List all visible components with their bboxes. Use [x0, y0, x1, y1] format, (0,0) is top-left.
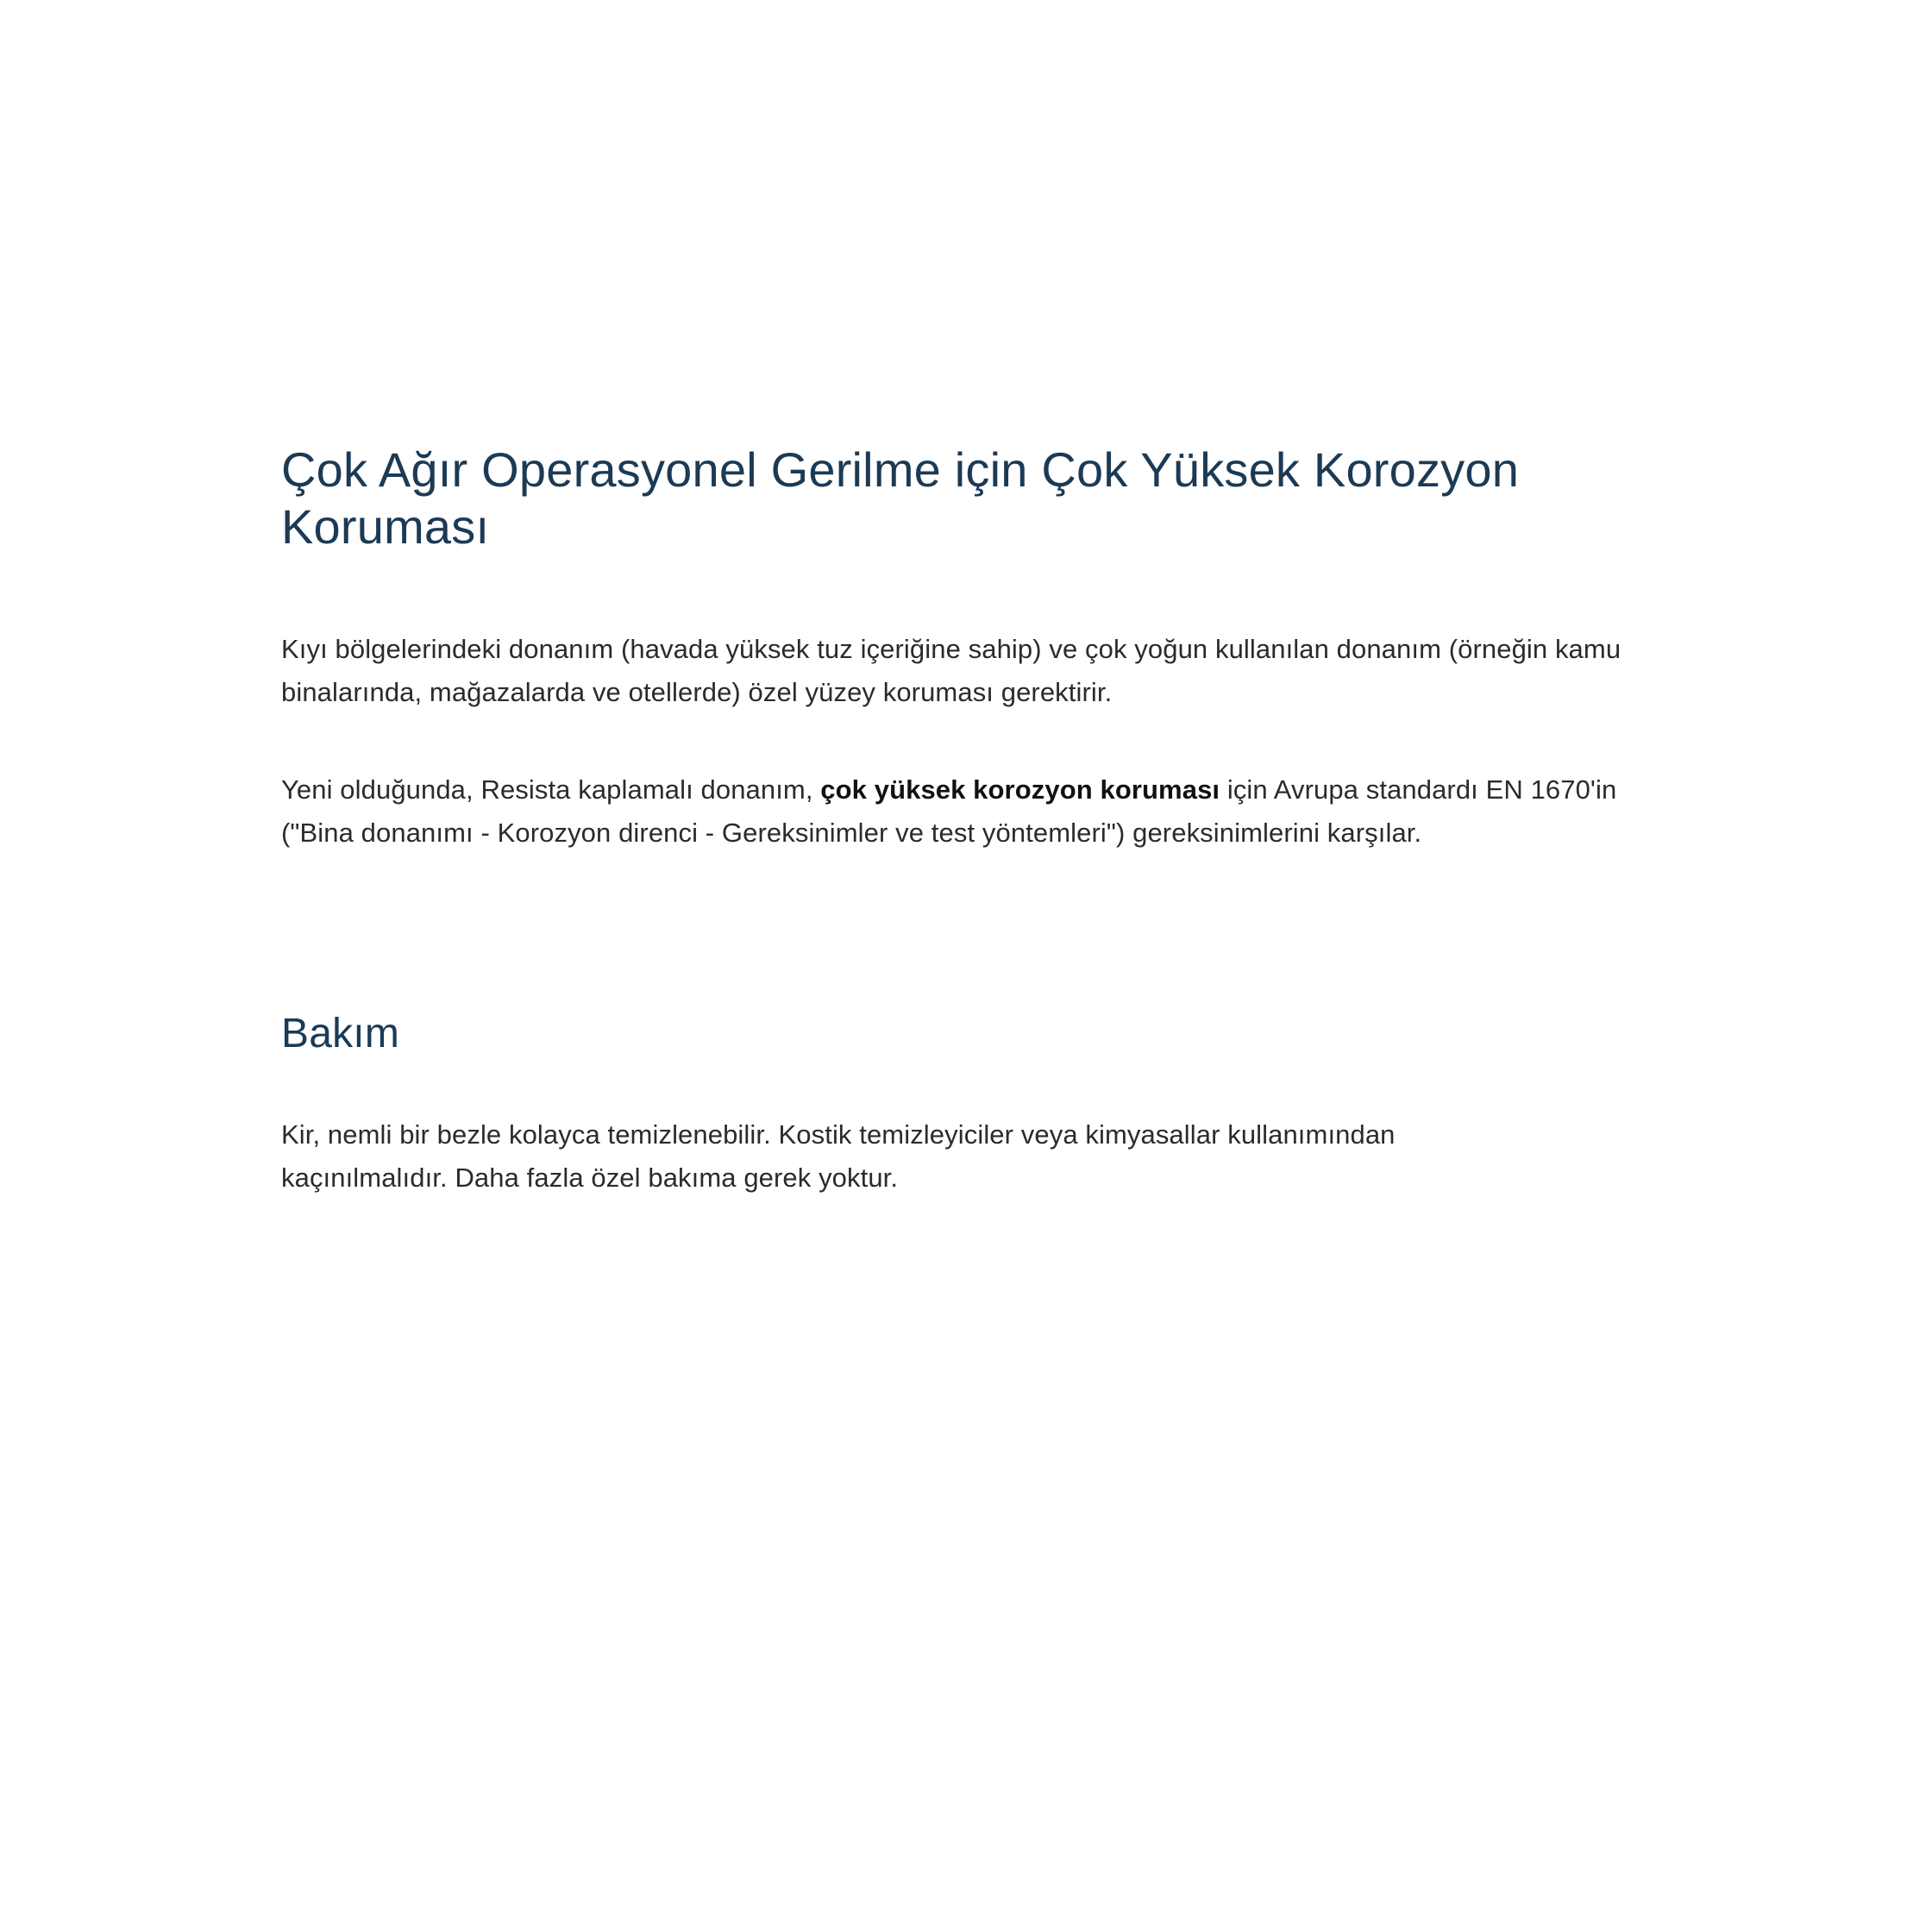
document-content: [281, 442, 1653, 1200]
maintenance-paragraph: Kir, nemli bir bezle kolayca temizlenebilir. Kostik temizleyiciler veya kimyasallar kullanımından kaçınılmalıdır. Daha fazla özel bakıma gerek yoktur.: [281, 1119, 1396, 1194]
standard-paragraph-lead: Yeni olduğunda, Resista kaplamalı donanım,: [281, 774, 821, 805]
standard-paragraph: [281, 768, 1635, 855]
section-heading-maintenance: Bakım: [281, 1011, 400, 1057]
intro-paragraph: Kıyı bölgelerindeki donanım (havada yüksek tuz içeriğine sahip) ve çok yoğun kullanılan donanım (örneğin kamu binalarında, mağazalarda ve otellerde) özel yüzey koruması gerektirir.: [281, 634, 1622, 708]
standard-paragraph-tail: için Avrupa standardı EN 1670'in ("Bina donanımı - Korozyon direnci - Gereksinimler ve test yöntemleri") gereksinimlerini karşılar.: [281, 774, 1617, 848]
page-title: Çok Ağır Operasyonel Gerilme için Çok Yüksek Korozyon Koruması: [281, 442, 1520, 555]
standard-paragraph-emphasis: çok yüksek korozyon koruması: [820, 774, 1220, 805]
